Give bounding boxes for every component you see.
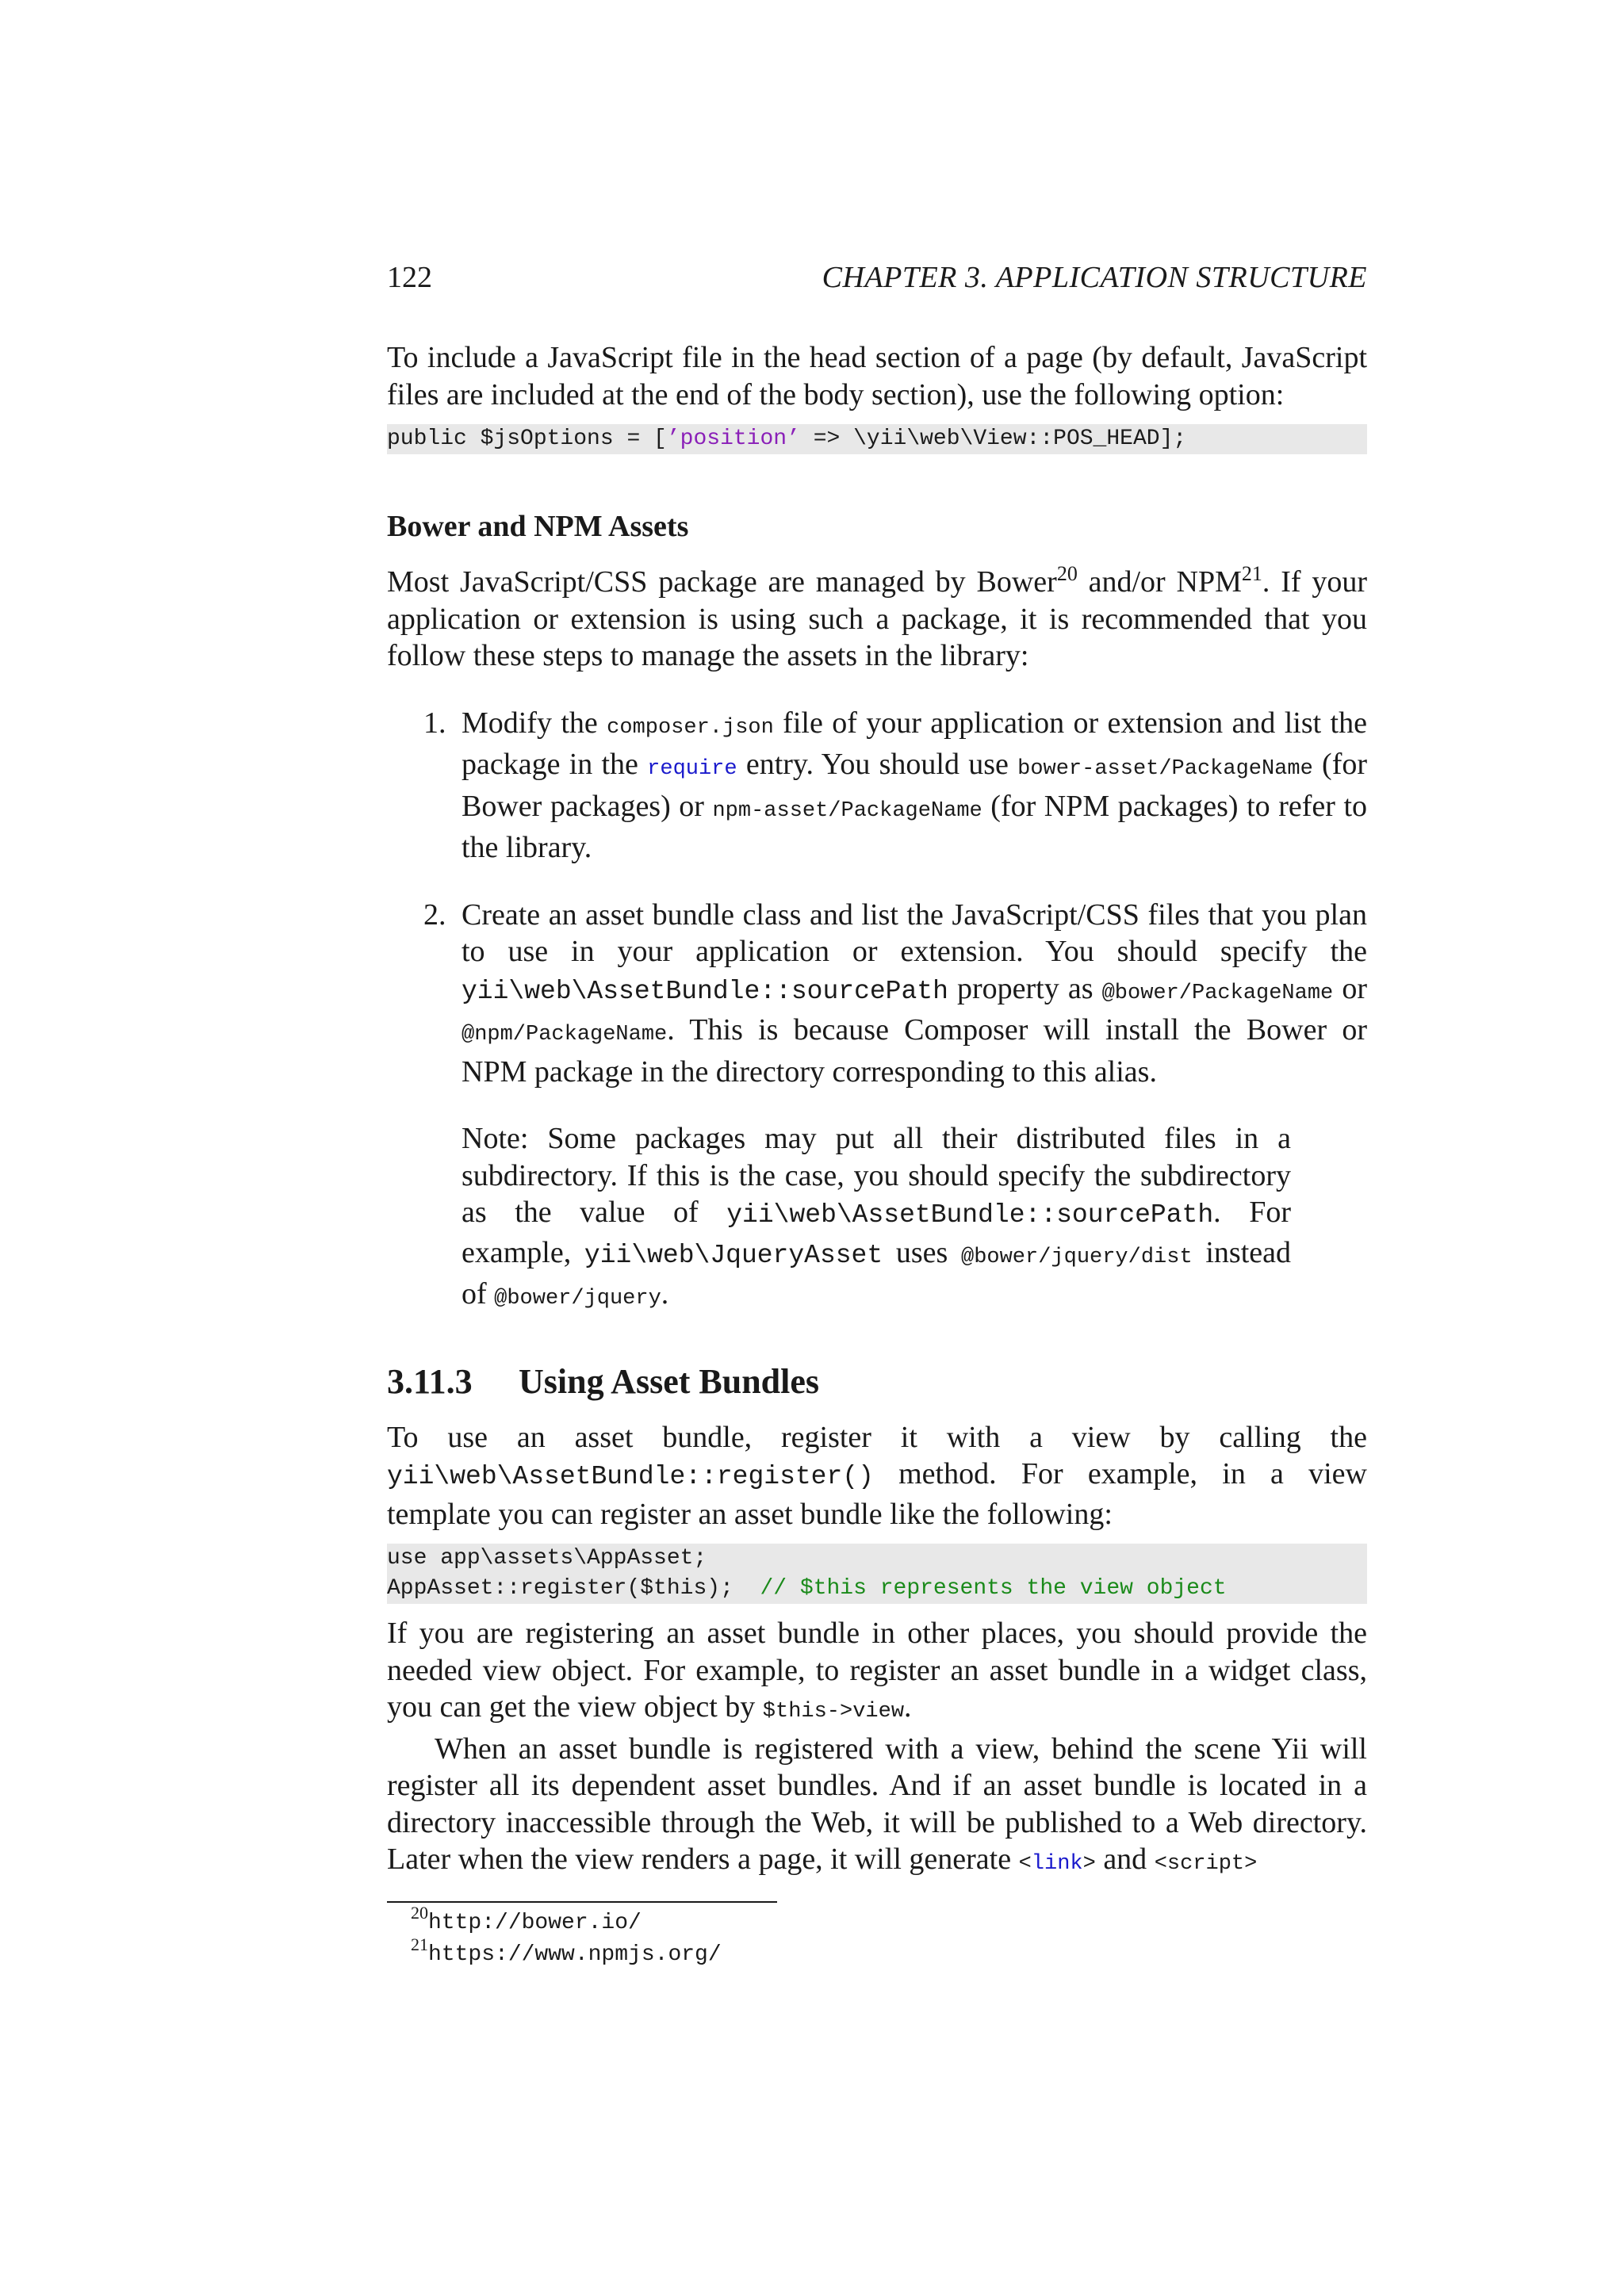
inline-code: yii\web\AssetBundle::sourcePath	[726, 1200, 1214, 1230]
footnote-20: $^{20}$http://bower.io/	[411, 1903, 642, 1935]
footnote-rule	[387, 1901, 777, 1903]
list-item: 2. Create an asset bundle class and list the JavaScript/CSS files that you plan to use in your application or extension. You should specify the yii\web\AssetBundle::sourcePath property as @bower/PackageName or @npm/PackageName. This is because Composer will install the Bower or NPM package in the directory corresponding to this alias.	[423, 897, 1368, 1089]
footnote-21: $^{21}$https://www.npmjs.org/	[411, 1934, 722, 1967]
footnote-ref-21: 21	[1241, 562, 1262, 585]
chapter-title: CHAPTER 3. APPLICATION STRUCTURE	[822, 261, 1367, 294]
footnote-link[interactable]: http://bower.io/	[428, 1911, 642, 1935]
inline-code: @bower/jquery/dist	[961, 1245, 1193, 1269]
inline-code: yii\web\JqueryAsset	[584, 1240, 883, 1270]
inline-code: npm-asset/PackageName	[712, 798, 982, 823]
note-block: Note: Some packages may put all their distributed files in a subdirectory. If this is the case, you should specify the subdirectory as the value of yii\web\AssetBundle::sourcePath. For example, yii\web\JqueryAsset uses @bower/jquery/dist instead of @bower/jquery.	[462, 1122, 1291, 1311]
code-block-register: use app\assets\AppAsset; AppAsset::register($this); // $this represents the view object	[387, 1544, 1367, 1604]
running-header	[387, 260, 1367, 298]
inline-code: yii\web\AssetBundle::sourcePath	[462, 976, 948, 1006]
inline-code: composer.json	[607, 715, 774, 740]
inline-code: @bower/jquery	[494, 1287, 661, 1311]
inline-code: @bower/PackageName	[1101, 981, 1334, 1005]
list-number: 2.	[423, 897, 446, 932]
intro-paragraph: To include a JavaScript file in the head section of a page (by default, JavaScript files are included at the end of the body section), use the following option:	[387, 341, 1367, 411]
inline-code: <link>	[1018, 1852, 1096, 1876]
inline-code: $this->view	[762, 1700, 905, 1724]
list-item: 1. Modify the composer.json file of your application or extension and list the package in the require entry. You should use bower-asset/PackageName (for Bower packages) or npm-asset/PackageName (for NPM packages) to refer to the library.	[423, 706, 1368, 864]
code-block-jsoptions: public $jsOptions = [’position’ => \yii\web\View::POS_HEAD];	[387, 424, 1367, 454]
steps-list	[387, 705, 1367, 1091]
footnote-ref-20: 20	[1056, 562, 1078, 585]
inline-code: yii\web\AssetBundle::register()	[387, 1462, 874, 1491]
registered-paragraph: When an asset bundle is registered with a view, behind the scene Yii will register all its dependent asset bundles. And if an asset bundle is located in a directory inaccessible through the Web, it will be published to a Web directory. Later when the view renders a page, it will generate <link> and <script>	[387, 1732, 1367, 1876]
section-title: Using Asset Bundles	[519, 1361, 820, 1401]
page-number: 122	[387, 261, 432, 294]
page-body	[387, 339, 1367, 1883]
footnote-link[interactable]: https://www.npmjs.org/	[428, 1942, 722, 1967]
subsection-heading: Bower and NPM Assets	[387, 510, 689, 543]
inline-code: <script>	[1154, 1852, 1258, 1876]
inline-code: @npm/PackageName	[462, 1023, 668, 1047]
using-paragraph: To use an asset bundle, register it with a view by calling the yii\web\AssetBundle::register() method. For example, in a view template you can register an asset bundle like the following:	[387, 1420, 1367, 1531]
section-heading	[387, 1362, 1367, 1402]
inline-code: bower-asset/PackageName	[1017, 757, 1313, 781]
list-number: 1.	[423, 706, 446, 740]
bower-paragraph: Most JavaScript/CSS package are managed by Bower$^{20}$ and/or NPM$^{21}$. If your application or extension is using such a package, it is recommended that you follow these steps to manage the assets in the library:	[387, 562, 1367, 672]
footnotes	[411, 1903, 722, 1971]
code-comment: // $this represents the view object	[760, 1576, 1227, 1601]
inline-code-keyword: require	[647, 757, 737, 781]
code-string: ’position’	[666, 427, 800, 451]
other-places-paragraph: If you are registering an asset bundle in other places, you should provide the needed view object. For example, to register an asset bundle in a widget class, you can get the view object by $this->view.	[387, 1617, 1367, 1724]
section-number: 3.11.3	[387, 1361, 473, 1401]
